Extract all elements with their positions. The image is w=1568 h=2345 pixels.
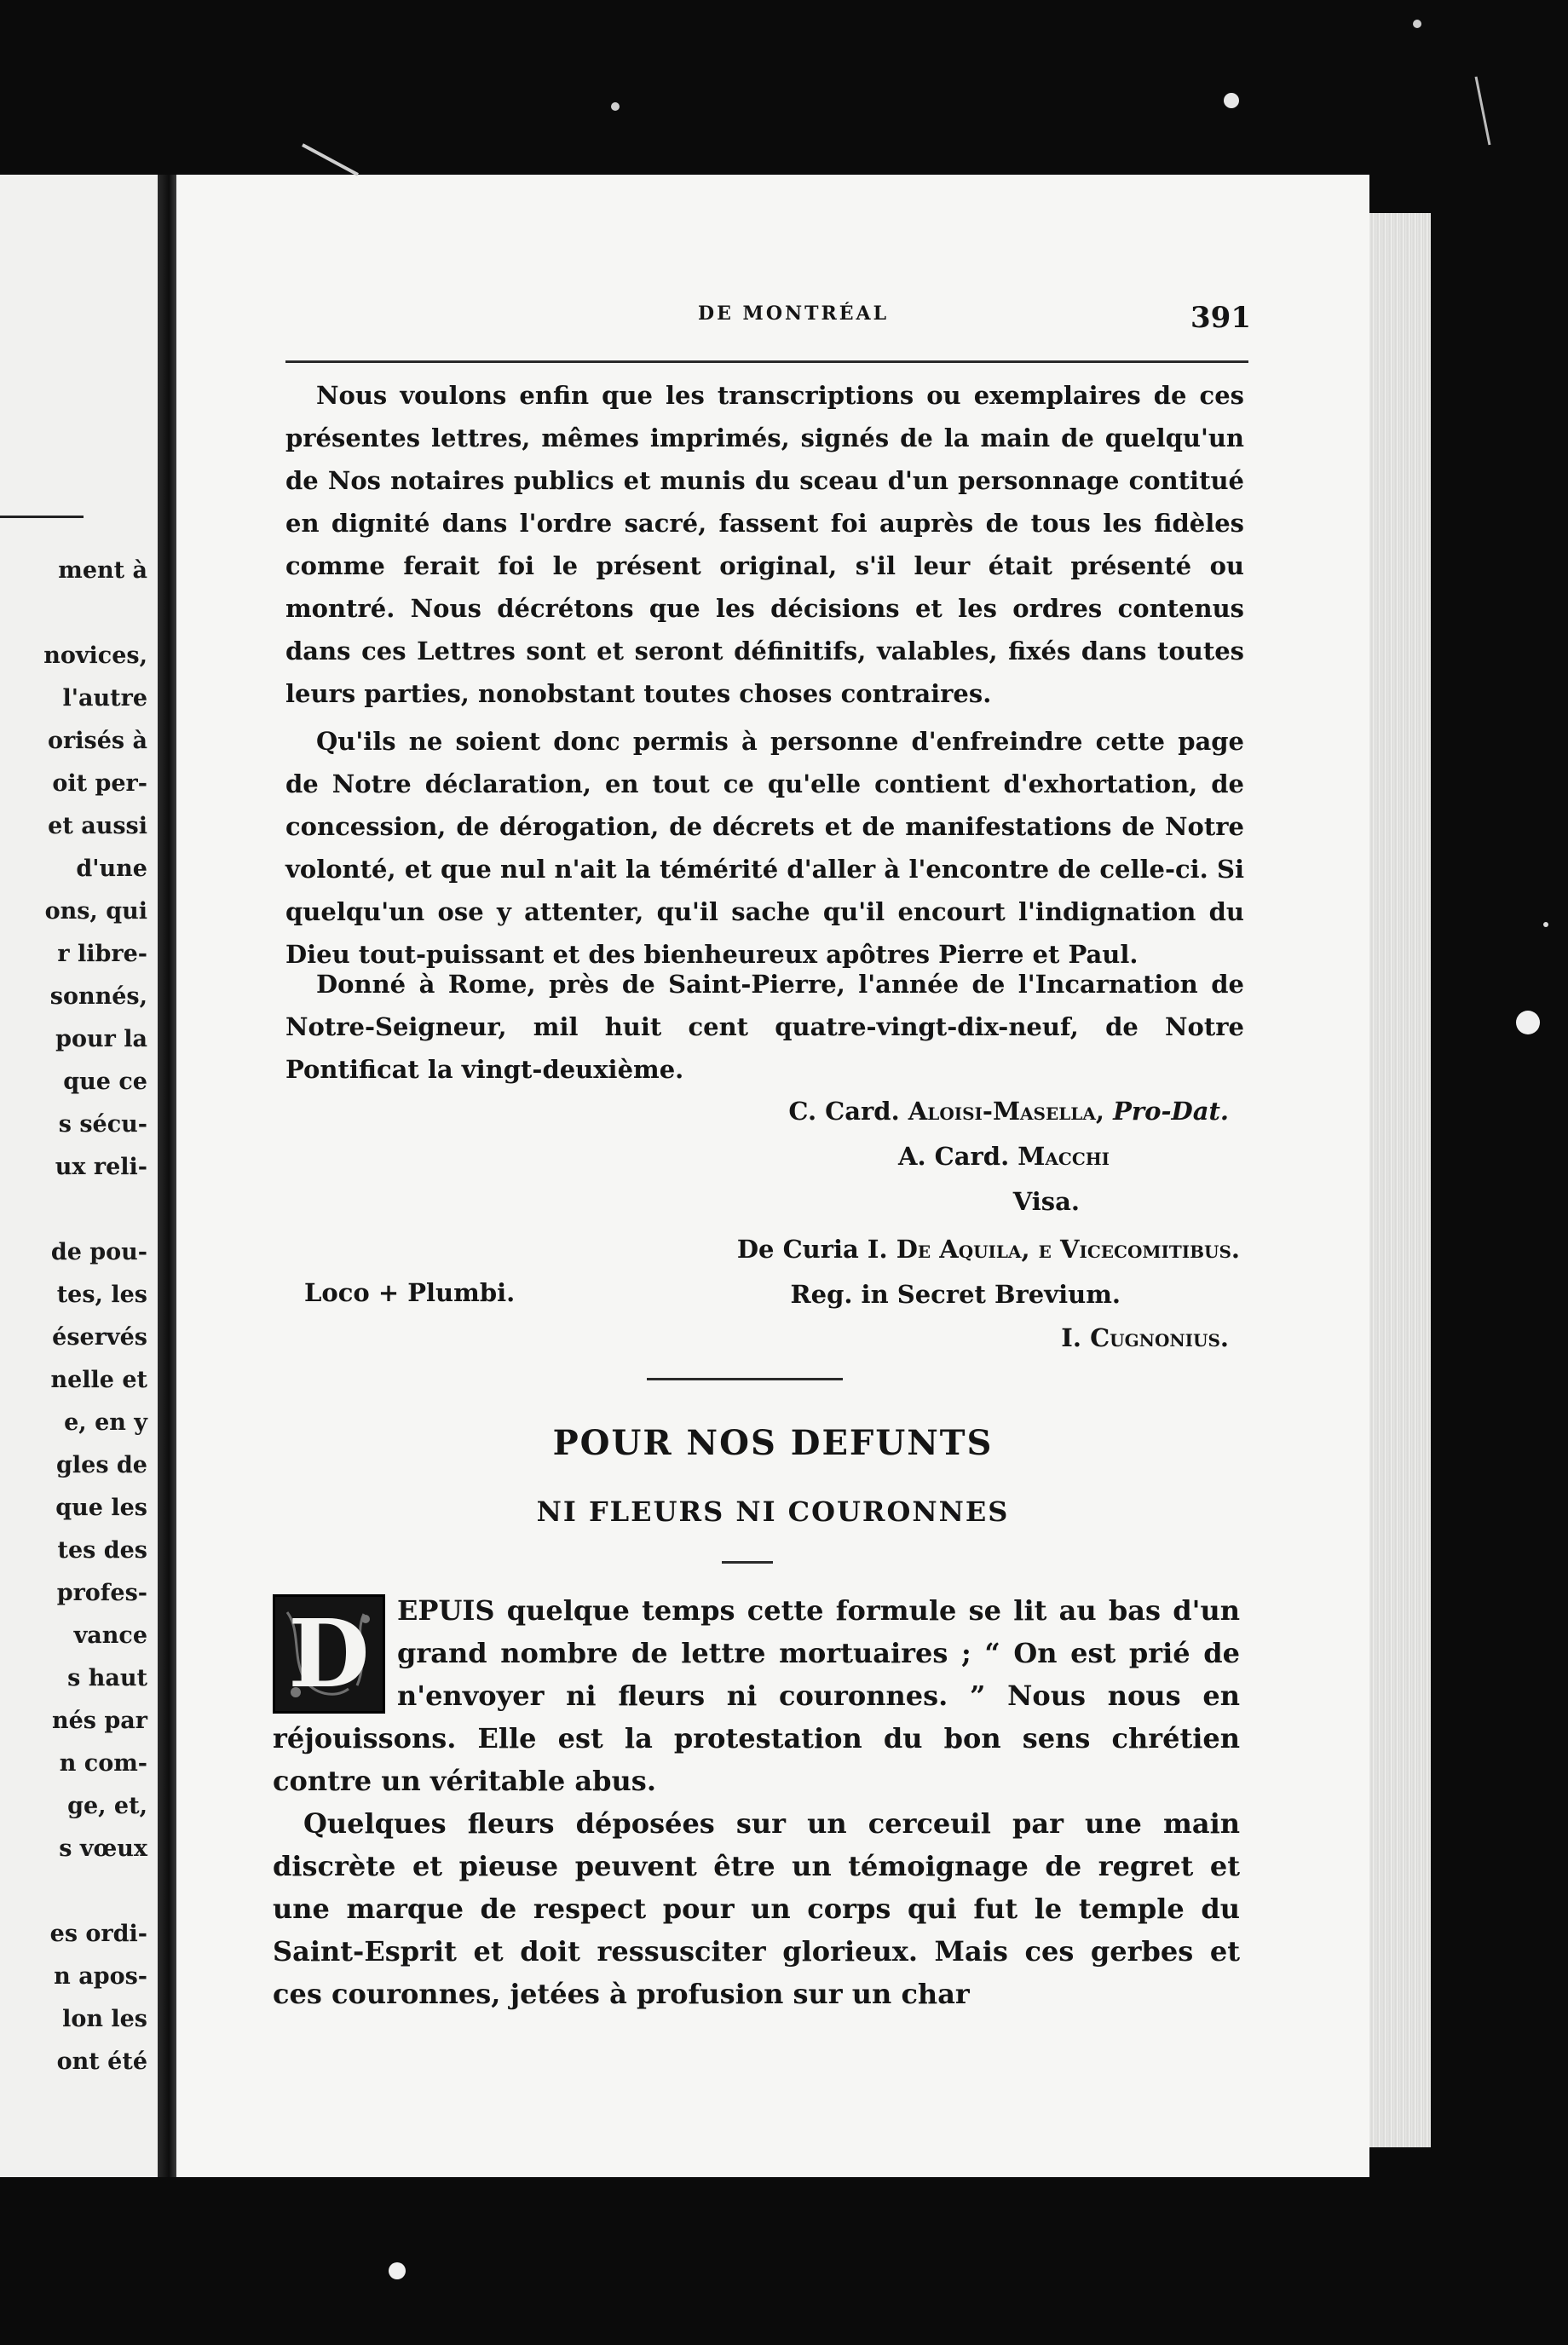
paragraph-text: Donné à Rome, près de Saint-Pierre, l'année de l'Incarnation de Notre-Seigneur, mil huit cent quatre-vingt-dix-neuf, de Notre Pontificat la vingt-deuxième.	[285, 970, 1244, 1084]
left-line: nés par	[51, 1708, 147, 1734]
signature-prefix: A. Card.	[897, 1142, 1018, 1171]
signature-name: Macchi	[1017, 1142, 1110, 1171]
left-line: éservés	[52, 1324, 147, 1351]
left-line: ment à	[58, 557, 147, 584]
left-line: ge, et,	[67, 1793, 147, 1819]
left-line: et aussi	[48, 813, 147, 839]
signature-name: De Aquila, e Vicecomitibus.	[896, 1235, 1240, 1264]
left-line: profes-	[56, 1580, 147, 1606]
left-line: s sécu-	[58, 1111, 147, 1138]
left-line: sonnés,	[49, 983, 147, 1010]
left-line: de pou-	[50, 1239, 147, 1265]
left-line: ux reli-	[55, 1154, 147, 1180]
left-line: nelle et	[50, 1367, 147, 1393]
left-line: lon les	[62, 2006, 147, 2032]
left-line: tes des	[57, 1537, 147, 1564]
drop-cap-letter: D	[288, 1599, 370, 1708]
left-line: que les	[55, 1495, 147, 1521]
left-line: n apos-	[54, 1963, 147, 1990]
signature-prefix: C. Card.	[788, 1097, 908, 1126]
left-line: es ordi-	[49, 1921, 147, 1947]
seal-note: Loco + Plumbi.	[304, 1278, 516, 1307]
left-line: ons, qui	[44, 898, 147, 925]
article-subtitle: NI FLEURS NI COURONNES	[536, 1495, 1010, 1528]
left-line: s vœux	[59, 1835, 147, 1862]
signature-name: Cugnonius.	[1090, 1323, 1229, 1352]
left-line: e, en y	[64, 1409, 147, 1436]
article-title: POUR NOS DEFUNTS	[552, 1423, 994, 1463]
left-line: oit per-	[52, 770, 147, 797]
left-line: r libre-	[57, 941, 147, 967]
signature-prefix: De Curia I.	[736, 1235, 896, 1264]
left-line: s haut	[67, 1665, 147, 1691]
left-line: d'une	[76, 856, 147, 882]
left-line: n com-	[59, 1750, 147, 1777]
signature-visa: Visa.	[1012, 1187, 1080, 1216]
signature-name: Aloisi-Masella	[908, 1097, 1096, 1126]
register-note: Reg. in Secret Brevium.	[790, 1280, 1121, 1309]
left-line: orisés à	[48, 728, 147, 754]
left-line: l'autre	[62, 685, 147, 712]
page-number: 391	[1190, 301, 1251, 335]
article-paragraph: Quelques fleurs déposées sur un cerceuil par une main discrète et pieuse peuvent être un témoignage de regret et une marque de respect pour un corps qui fut le temple du Saint-Esprit et doit ressusciter glorieux. Mais ces gerbes et ces couronnes, jetées à profusion sur un char	[273, 1807, 1240, 2010]
paragraph-text: Qu'ils ne soient donc permis à personne d'enfreindre cette page de Notre déclaration, en tout ce qu'elle contient d'exhortation, de concession, de dérogation, de décrets et de manifestations de Notre volonté, et que nul n'ait la témérité d'aller à l'encontre de celle-ci. Si quelqu'un ose y attenter, qu'il sache qu'il encourt l'indignation du Dieu tout-puissant et des bienheureux apôtres Pierre et Paul.	[285, 727, 1244, 969]
paragraph-text: Nous voulons enfin que les transcriptions ou exemplaires de ces présentes lettres, mêmes imprimés, signés de la main de quelqu'un de Nos notaires publics et munis du sceau d'un personnage contitué en dignité dans l'ordre sacré, fassent foi auprès de tous les fidèles comme ferait foi le présent original, s'il leur était présenté ou montré. Nous décrétons que les décisions et les ordres contenus dans ces Lettres sont et seront définitifs, valables, fixés dans toutes leurs parties, nonobstant toutes choses contraires.	[285, 381, 1244, 708]
article-paragraph: EPUIS quelque temps cette formule se lit au bas d'un grand nombre de lettre mortuaires ; “ On est prié de n'envoyer ni fleurs ni couronnes. ” Nous nous en réjouissons. Elle est la protestation du bon sens chrétien contre un véritable abus.	[273, 1594, 1240, 1797]
left-line: ont été	[56, 2048, 147, 2075]
signature-separator: ,	[1095, 1097, 1114, 1126]
left-line: tes, les	[56, 1282, 147, 1308]
signature-title: Pro-Dat.	[1113, 1097, 1229, 1126]
left-line: novices,	[43, 642, 147, 669]
signature-prefix: I.	[1061, 1323, 1091, 1352]
left-line: pour la	[55, 1026, 147, 1052]
left-line: gles de	[56, 1452, 147, 1478]
left-line: vance	[73, 1622, 147, 1649]
running-head: DE MONTRÉAL	[698, 302, 890, 325]
left-line: que ce	[63, 1069, 147, 1095]
